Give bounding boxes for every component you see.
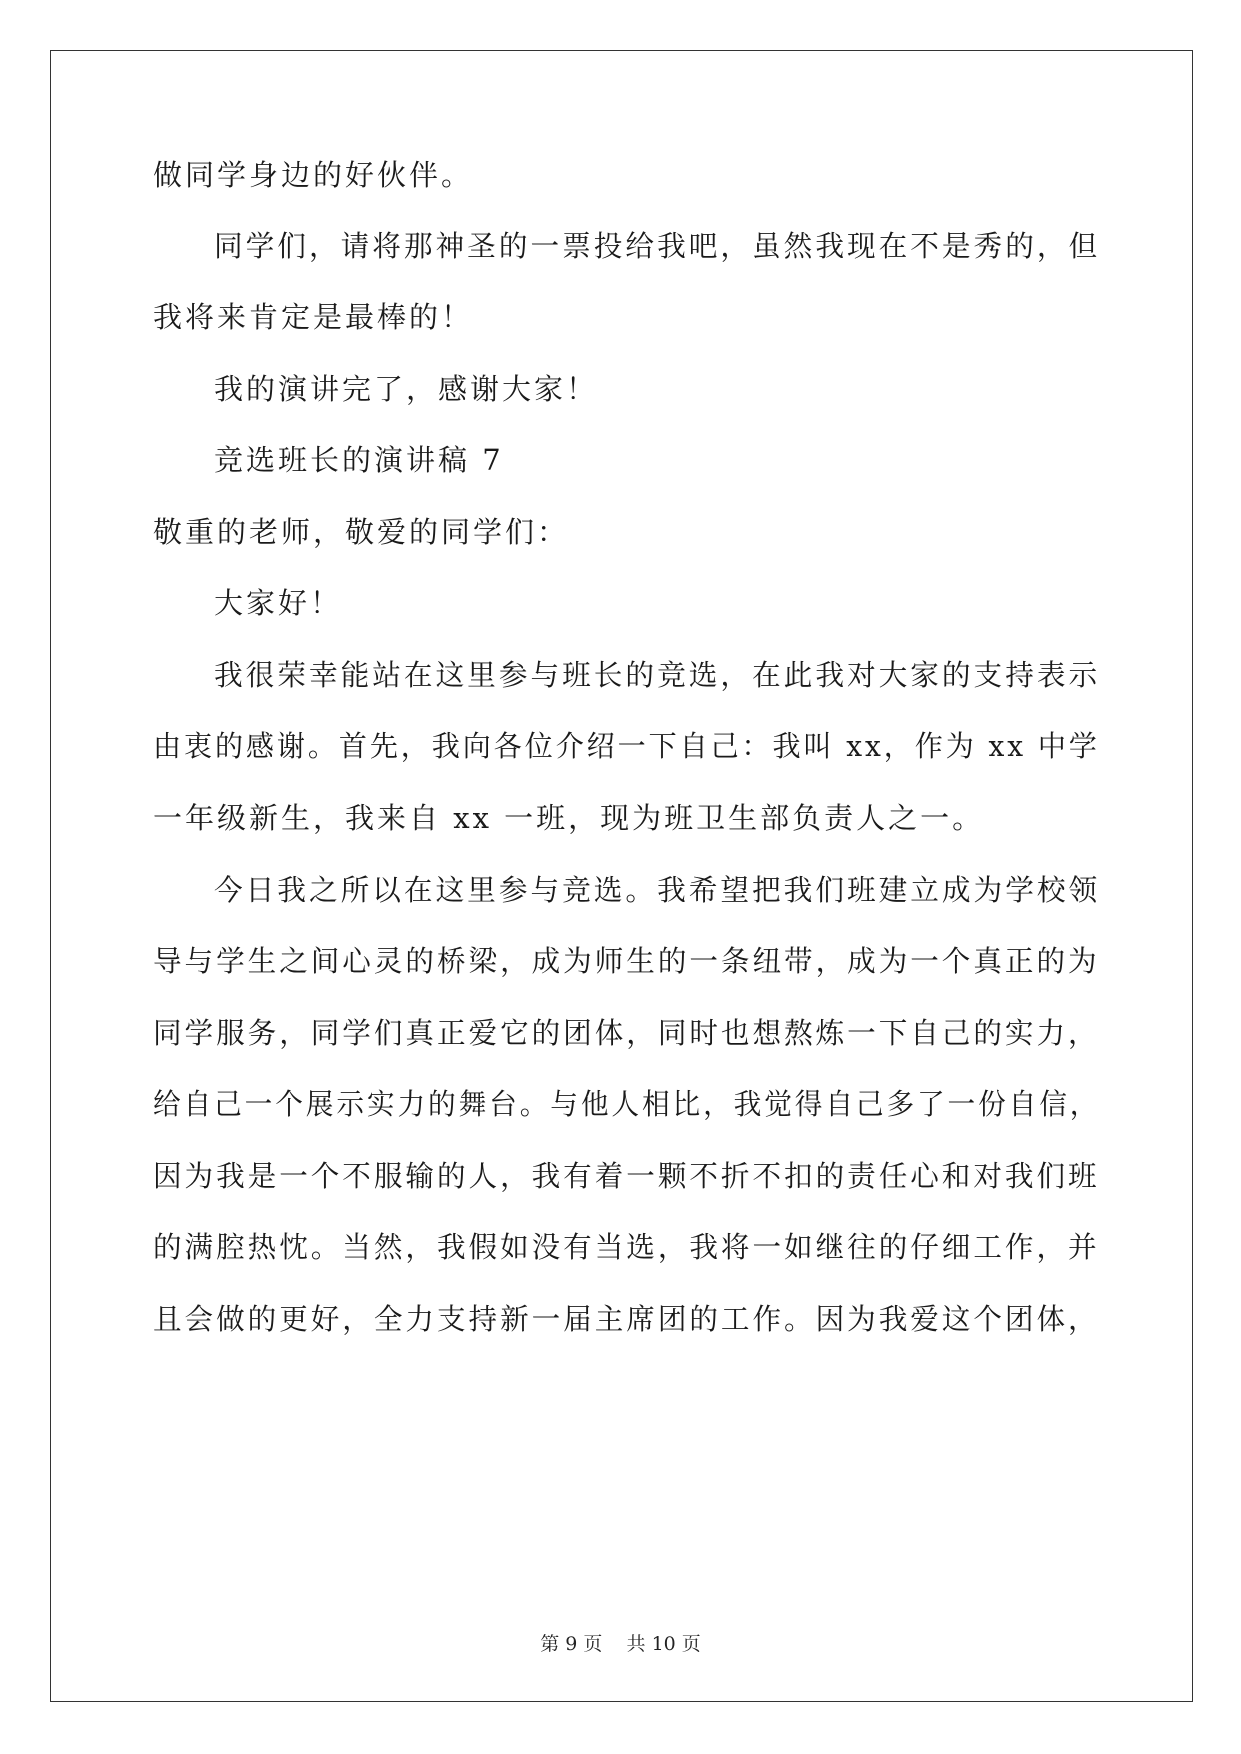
page-footer [0, 1632, 1241, 1656]
page-number: 第 9 页 共 10 页 [540, 1633, 701, 1655]
greeting: 大家好！ [214, 586, 343, 620]
text-line: 做同学身边的好伙伴。 [153, 158, 474, 192]
text-line: 我将来肯定是最棒的！ [153, 300, 474, 334]
text-line: 给自己一个展示实力的舞台。与他人相比，我觉得自己多了一份自信， [153, 1087, 1101, 1121]
text-line: 由衷的感谢。首先，我向各位介绍一下自己：我叫 xx，作为 xx 中学 [153, 729, 1100, 763]
text-line: 一年级新生，我来自 xx 一班，现为班卫生部负责人之一。 [153, 801, 985, 835]
text-line: 我的演讲完了，感谢大家！ [214, 372, 599, 406]
section-heading: 竞选班长的演讲稿 7 [214, 443, 504, 477]
text-line: 同学们，请将那神圣的一票投给我吧，虽然我现在不是秀的，但 [214, 229, 1101, 263]
salutation: 敬重的老师，敬爱的同学们： [153, 515, 570, 549]
text-line: 因为我是一个不服输的人，我有着一颗不折不扣的责任心和对我们班 [153, 1159, 1100, 1193]
text-line: 且会做的更好，全力支持新一届主席团的工作。因为我爱这个团体， [153, 1302, 1100, 1336]
text-line: 我很荣幸能站在这里参与班长的竞选，在此我对大家的支持表示 [214, 658, 1101, 692]
text-line: 同学服务，同学们真正爱它的团体，同时也想熬炼一下自己的实力， [153, 1016, 1100, 1050]
text-line: 今日我之所以在这里参与竞选。我希望把我们班建立成为学校领 [214, 873, 1101, 907]
text-line: 导与学生之间心灵的桥梁，成为师生的一条纽带，成为一个真正的为 [153, 944, 1100, 978]
text-line: 的满腔热忱。当然，我假如没有当选，我将一如继往的仔细工作，并 [153, 1230, 1100, 1264]
